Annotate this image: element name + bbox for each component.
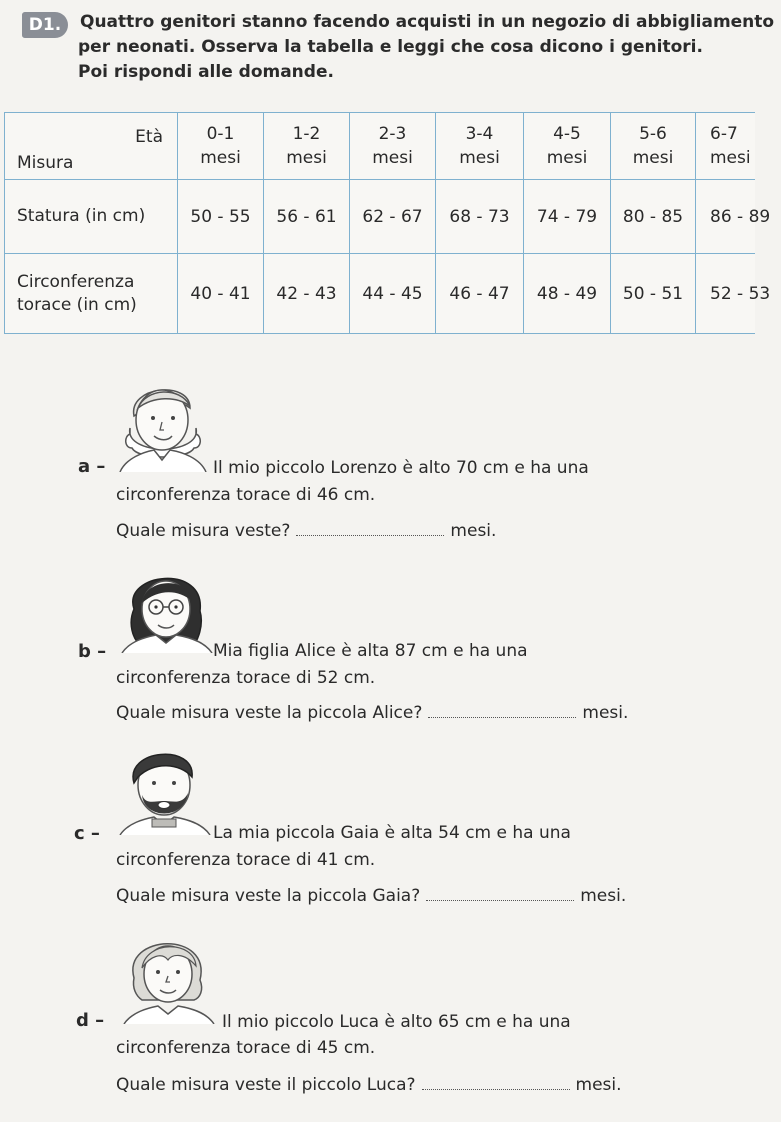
question-statement: circonferenza torace di 52 cm.: [116, 668, 376, 688]
height-cell: 56 - 61: [264, 180, 350, 254]
age-unit: mesi: [632, 148, 674, 168]
intro-line: Poi rispondi alle domande.: [78, 62, 334, 82]
row-label-line: Statura (in cm): [17, 206, 146, 226]
chest-cell: 52 - 53: [696, 254, 755, 334]
exercise-badge: D1.: [22, 12, 68, 38]
question-statement: Il mio piccolo Lorenzo è alto 70 cm e ha una: [213, 458, 589, 478]
table-corner-cell: [5, 113, 178, 180]
row-label-height: [5, 180, 178, 254]
question-text: Quale misura veste la piccola Gaia?: [116, 886, 421, 906]
age-unit: mesi: [459, 148, 500, 168]
age-range: 0-1: [206, 124, 235, 144]
height-cell: 68 - 73: [436, 180, 524, 254]
table-row-height: [5, 180, 755, 254]
row-label-line: Circonferenza: [17, 271, 135, 292]
height-cell: 80 - 85: [611, 180, 696, 254]
chest-cell: 48 - 49: [524, 254, 611, 334]
question-letter: a –: [78, 456, 106, 477]
table-row-chest: [5, 254, 755, 334]
man-avatar-icon: [118, 378, 208, 472]
age-unit: mesi: [546, 148, 588, 168]
woman-avatar-icon: [118, 563, 214, 653]
table-header-row: [5, 113, 755, 180]
age-header-cell: [178, 113, 264, 180]
question-statement: circonferenza torace di 46 cm.: [116, 485, 376, 505]
age-header-cell: [696, 113, 755, 180]
corner-size-label: Misura: [17, 153, 74, 173]
age-unit: mesi: [372, 148, 413, 168]
question-ask-line: [116, 521, 496, 541]
age-range: 4-5: [553, 124, 581, 144]
question-statement: Mia figlia Alice è alta 87 cm e ha una: [213, 641, 528, 661]
woman-short-hair-avatar-icon: [120, 930, 216, 1024]
age-header-cell: [436, 113, 524, 180]
question-statement: La mia piccola Gaia è alta 54 cm e ha una: [213, 823, 571, 843]
question-letter: b –: [78, 641, 107, 662]
answer-blank[interactable]: [296, 535, 444, 536]
age-range: 1-2: [292, 124, 321, 144]
question-text: Quale misura veste la piccola Alice?: [116, 703, 423, 723]
age-range: 6-7: [710, 124, 738, 144]
chest-cell: 44 - 45: [350, 254, 436, 334]
corner-age-label: Età: [135, 127, 163, 147]
age-header-cell: [264, 113, 350, 180]
age-unit: mesi: [286, 148, 327, 168]
chest-cell: 40 - 41: [178, 254, 264, 334]
answer-unit: mesi.: [450, 521, 497, 541]
row-label-chest: [5, 254, 178, 334]
exercise-header: [22, 10, 775, 85]
height-cell: 74 - 79: [524, 180, 611, 254]
bearded-man-avatar-icon: [116, 743, 212, 835]
chest-cell: 46 - 47: [436, 254, 524, 334]
chest-cell: 42 - 43: [264, 254, 350, 334]
row-label-line: torace (in cm): [17, 294, 137, 315]
height-cell: 62 - 67: [350, 180, 436, 254]
age-header-cell: [524, 113, 611, 180]
question-statement: Il mio piccolo Luca è alto 65 cm e ha una: [222, 1012, 571, 1032]
chest-cell: 50 - 51: [611, 254, 696, 334]
answer-unit: mesi.: [580, 886, 627, 906]
question-ask-line: [116, 1075, 622, 1095]
question-letter: c –: [74, 823, 100, 844]
intro-line: per neonati. Osserva la tabella e leggi che cosa dicono i genitori.: [78, 37, 703, 57]
age-range: 3-4: [465, 124, 494, 144]
age-header-cell: [350, 113, 436, 180]
question-text: Quale misura veste?: [116, 521, 291, 541]
age-unit: mesi: [710, 148, 751, 168]
age-header-cell: [611, 113, 696, 180]
age-range: 2-3: [378, 124, 407, 144]
question-ask-line: [116, 703, 628, 723]
exercise-intro: [78, 10, 775, 85]
intro-line: Quattro genitori stanno facendo acquisti in un negozio di abbigliamento: [80, 12, 775, 32]
question-statement: circonferenza torace di 41 cm.: [116, 850, 376, 870]
answer-blank[interactable]: [428, 717, 576, 718]
question-text: Quale misura veste il piccolo Luca?: [116, 1075, 416, 1095]
answer-blank[interactable]: [422, 1089, 570, 1090]
question-letter: d –: [76, 1010, 105, 1031]
answer-blank[interactable]: [426, 900, 574, 901]
answer-unit: mesi.: [575, 1075, 622, 1095]
age-range: 5-6: [639, 124, 667, 144]
question-statement: circonferenza torace di 45 cm.: [116, 1038, 376, 1058]
question-ask-line: [116, 886, 626, 906]
size-table: [4, 112, 771, 334]
height-cell: 86 - 89: [696, 180, 755, 254]
height-cell: 50 - 55: [178, 180, 264, 254]
age-unit: mesi: [200, 148, 241, 168]
answer-unit: mesi.: [582, 703, 629, 723]
